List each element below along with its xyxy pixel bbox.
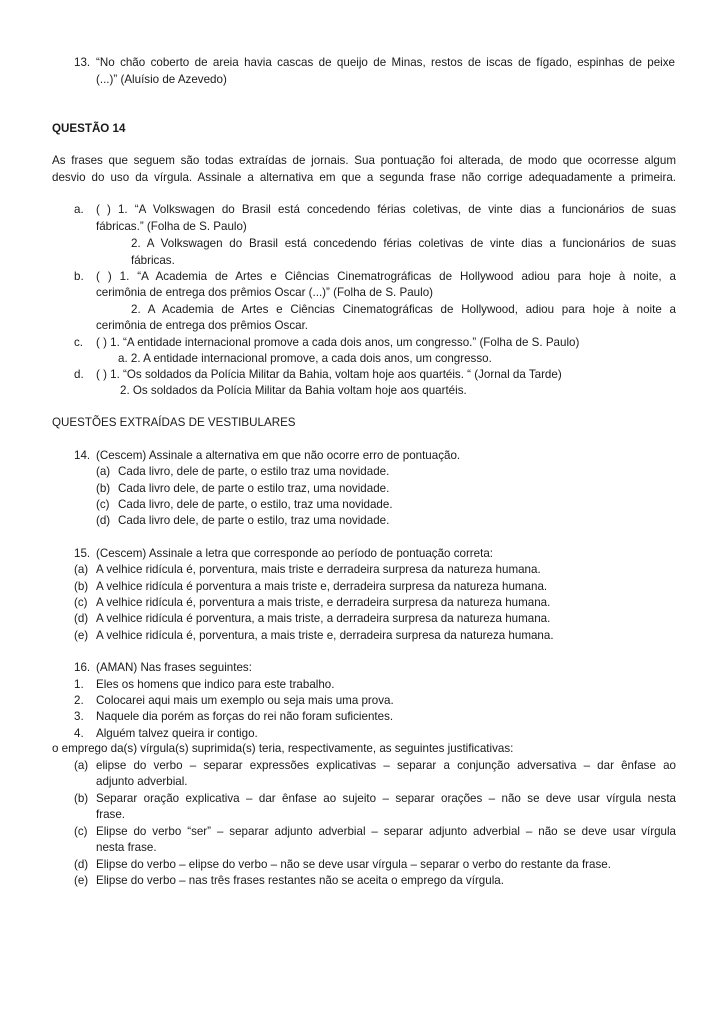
q14-option-c-line-2: a. 2. A entidade internacional promove, a cada dois anos, um congresso. — [118, 352, 492, 365]
vest-q16-option-c-line-2: nesta frase. — [96, 841, 157, 854]
q14-option-a-line-4: fábricas. — [131, 254, 175, 267]
q14-option-d-letter: d. — [74, 368, 84, 381]
vest-q15-number: 15. — [74, 547, 91, 560]
vest-q16-option-a-label: (a) — [74, 759, 89, 772]
q14-intro-line-1: As frases que seguem são todas extraídas de jornais. Sua pontuação foi alterada, de modo que ocorresse algum — [52, 154, 676, 167]
vest-q16-sentence-1-text: Eles os homens que indico para este trabalho. — [96, 678, 335, 691]
vest-q14-option-b-text: Cada livro dele, de parte o estilo traz, uma novidade. — [118, 482, 390, 495]
vest-q15-option-c-text: A velhice ridícula é, porventura a mais triste, e derradeira surpresa da natureza humana. — [96, 596, 551, 609]
vest-q15-option-d-text: A velhice ridícula é porventura, a mais triste, a derradeira surpresa da natureza humana. — [96, 612, 551, 625]
vest-q15-option-d-label: (d) — [74, 612, 89, 625]
vest-q16-option-e-label: (e) — [74, 874, 89, 887]
q14-option-a-line-3: 2. A Volkswagen do Brasil está concedendo férias coletivas de vinte dias a funcionários de suas — [131, 237, 676, 250]
vest-q15-option-b-text: A velhice ridícula é porventura a mais triste e, derradeira surpresa da natureza humana. — [96, 580, 548, 593]
q14-option-c-letter: c. — [74, 336, 84, 349]
vest-q15-option-c-label: (c) — [74, 596, 88, 609]
vest-q15-text: (Cescem) Assinale a letra que corresponde ao período de pontuação correta: — [96, 547, 494, 560]
vest-q14-text: (Cescem) Assinale a alternativa em que não ocorre erro de pontuação. — [96, 449, 461, 462]
vest-q16-number: 16. — [74, 661, 91, 674]
q13-number: 13. — [74, 56, 91, 69]
vest-q16-option-c-label: (c) — [74, 825, 88, 838]
vest-q14-option-a-text: Cada livro, dele de parte, o estilo traz uma novidade. — [118, 465, 390, 478]
vest-q15-option-b-label: (b) — [74, 580, 89, 593]
vest-q16-option-b-line-1: Separar oração explicativa – dar ênfase ao sujeito – separar orações – não se deve usar vírgula nesta — [96, 792, 676, 805]
q14-option-a-letter: a. — [74, 203, 84, 216]
q14-option-d-line-2: 2. Os soldados da Polícia Militar da Bahia voltam hoje aos quartéis. — [120, 384, 467, 397]
q14-option-b-letter: b. — [74, 270, 84, 283]
vest-q15-option-a-text: A velhice ridícula é, porventura, mais triste e derradeira surpresa da natureza humana. — [96, 563, 541, 576]
vest-q16-sentence-3-label: 3. — [74, 710, 84, 723]
q14-option-c-line-1: ( ) 1. “A entidade internacional promove a cada dois anos, um congresso.” (Folha de S. Paulo) — [96, 336, 580, 349]
vest-q16-option-a-line-2: adjunto adverbial. — [96, 775, 188, 788]
vest-q16-sentence-2-label: 2. — [74, 694, 84, 707]
q14-intro-line-2: desvio do uso da vírgula. Assinale a alternativa em que a segunda frase não corrige adequadamente a primeira. — [52, 171, 676, 184]
vest-q16-option-e-line-1: Elipse do verbo – nas três frases restantes não se aceita o emprego da vírgula. — [96, 874, 504, 887]
q13-line-1: “No chão coberto de areia havia cascas de queijo de Minas, restos de iscas de fígado, espinhas de peixe — [96, 56, 675, 69]
vest-q14-option-d-text: Cada livro dele, de parte o estilo, traz uma novidade. — [118, 514, 390, 527]
vest-q14-number: 14. — [74, 449, 91, 462]
vest-q14-option-b-label: (b) — [96, 482, 111, 495]
vest-q15-option-a-label: (a) — [74, 563, 89, 576]
vest-q16-sentence-4-label: 4. — [74, 727, 84, 740]
vestibular-heading: QUESTÕES EXTRAÍDAS DE VESTIBULARES — [52, 416, 296, 429]
q14-option-b-line-2: cerimônia de entrega dos prêmios Oscar (...)” (Folha de S. Paulo) — [96, 286, 434, 299]
q14-option-b-line-4: cerimônia de entrega dos prêmios Oscar. — [96, 319, 309, 332]
vest-q16-sentence-3-text: Naquele dia porém as forças do rei não foram suficientes. — [96, 710, 394, 723]
vest-q15-option-e-text: A velhice ridícula é, porventura, a mais triste e, derradeira surpresa da natureza humana. — [96, 629, 554, 642]
vest-q14-option-c-label: (c) — [96, 498, 110, 511]
q14-heading: QUESTÃO 14 — [52, 122, 126, 135]
vest-q14-option-c-text: Cada livro, dele de parte, o estilo, traz uma novidade. — [118, 498, 393, 511]
vest-q16-option-d-label: (d) — [74, 858, 89, 871]
vest-q16-sentence-4-text: Alguém talvez queira ir contigo. — [96, 727, 258, 740]
vest-q14-option-d-label: (d) — [96, 514, 111, 527]
vest-q15-option-e-label: (e) — [74, 629, 89, 642]
vest-q16-option-b-label: (b) — [74, 792, 89, 805]
vest-q16-sentence-1-label: 1. — [74, 678, 84, 691]
q14-option-b-line-1: ( ) 1. “A Academia de Artes e Ciências Cinematrográficas de Hollywood adiou para hoje à noite, a — [96, 270, 676, 283]
vest-q16-option-a-line-1: elipse do verbo – separar expressões explicativas – separar a conjunção adversativa – dar ênfase ao — [96, 759, 676, 772]
vest-q16-option-d-line-1: Elipse do verbo – elipse do verbo – não se deve usar vírgula – separar o verbo do restante da frase. — [96, 858, 611, 871]
vest-q14-option-a-label: (a) — [96, 465, 111, 478]
vest-q16-option-c-line-1: Elipse do verbo “ser” – separar adjunto adverbial – separar adjunto adverbial – não se deve usar vírgula — [96, 825, 676, 838]
q14-option-a-line-2: fábricas.” (Folha de S. Paulo) — [96, 220, 247, 233]
vest-q16-stem: o emprego da(s) vírgula(s) suprimida(s) teria, respectivamente, as seguintes justificativas: — [52, 742, 514, 755]
vest-q16-sentence-2-text: Colocarei aqui mais um exemplo ou seja mais uma prova. — [96, 694, 394, 707]
vest-q16-option-b-line-2: frase. — [96, 808, 125, 821]
q14-option-a-line-1: ( ) 1. “A Volkswagen do Brasil está concedendo férias coletivas, de vinte dias a funcionários de suas — [96, 203, 676, 216]
vest-q16-text: (AMAN) Nas frases seguintes: — [96, 661, 252, 674]
q14-option-d-line-1: ( ) 1. “Os soldados da Polícia Militar da Bahia, voltam hoje aos quartéis. “ (Jornal da Tarde) — [96, 368, 562, 381]
q14-option-b-line-3: 2. A Academia de Artes e Ciências Cinematográficas de Hollywood, adiou para hoje à noite a — [131, 303, 676, 316]
q13-line-2: (...)” (Aluísio de Azevedo) — [96, 73, 227, 86]
